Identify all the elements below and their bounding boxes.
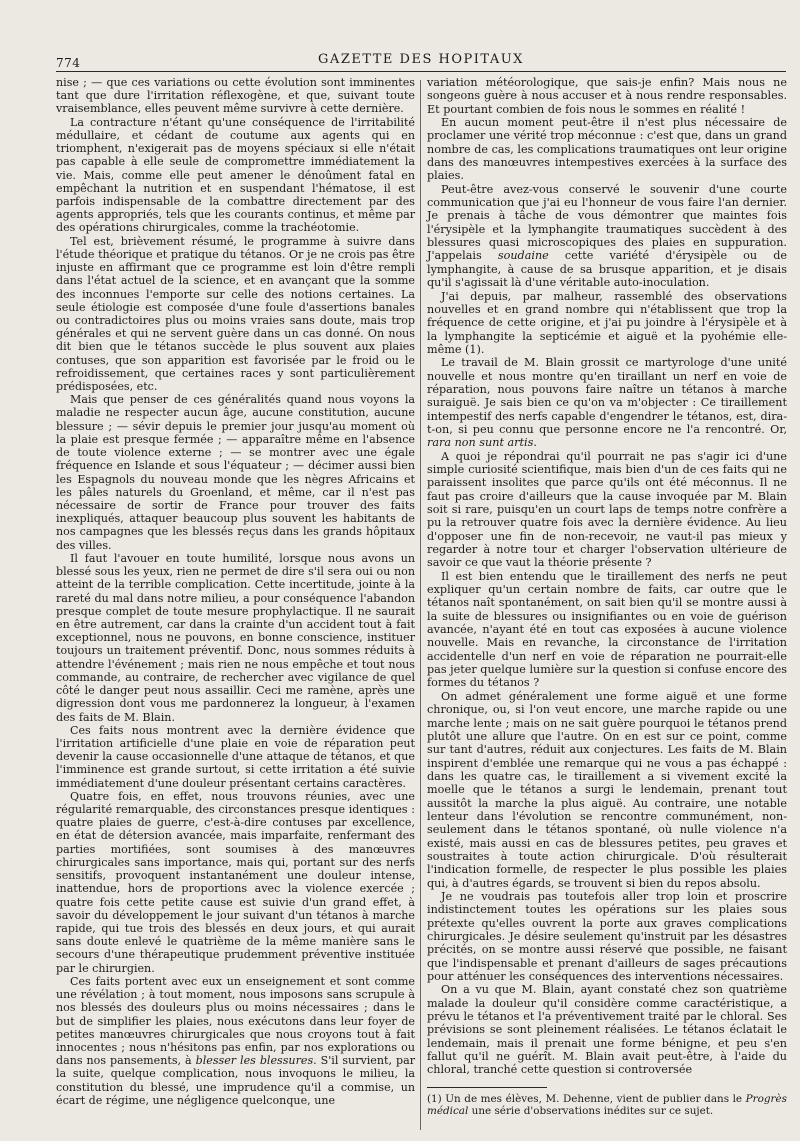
- paragraph-text: . S'il survient, par la suite, quelque complication, nous invoquons le milieu, la constitution du blessé, une imprudence qu'il a commise, un écart de régime, une négligence quelconque, une: [56, 1054, 415, 1107]
- paragraph-text: cette variété d'érysipèle ou de lymphangite, à cause de sa brusque apparition, et je disais qu'il s'agissait là d'une véritable auto-inoculation.: [427, 249, 787, 290]
- paragraph-text: Peut-être avez-vous conservé le souvenir d'une courte communication que j'ai eu l'honneur de vous faire l'an dernier. Je prenais à tâche de vous démontrer que maintes fois l'érysipèle et la lymphangite traumatiques succèdent à des blessures quasi microscopiques des plaies en suppuration. J'appelais: [427, 182, 787, 263]
- paragraph: Je ne voudrais pas toutefois aller trop loin et proscrire indistinctement toutes les opérations sur les plaies sous prétexte qu'elles ouvrent la porte aux graves complications chirurgicales. Je désire seulement qu'instruit par les désastres précités, on se montre aussi réservé que possible, ne faisant que l'indispensable et prenant d'ailleurs de sages précautions pour atténuer les conséquences des interventions nécessaires.: [427, 889, 787, 984]
- paragraph-text: .: [533, 436, 537, 450]
- italic-word: soudaine: [497, 249, 549, 263]
- footnote-rule: [427, 1087, 547, 1088]
- paragraph: Ces faits nous montrent avec la dernière évidence que l'irritation artificielle d'une plaie en voie de réparation peut devenir la cause occasionnelle d'une attaque de tétanos, et que l'imminence est grande surtout, si cette irritation a été suivie immédiatement d'une douleur présentant certains caractères.: [56, 723, 415, 790]
- paragraph: Il faut l'avouer en toute humilité, lorsque nous avons un blessé sous les yeux, rien ne permet de dire s'il sera oui ou non atteint de la terrible complication. Cette incertitude, jointe à la rareté du mal dans notre milieu, a pour conséquence l'abandon presque complet de toute mesure prophylactique. Il ne saurait en être autrement, car dans la crainte d'un accident tout à fait exceptionnel, nous ne pouvons, en bonne conscience, instituer toujours un traitement préventif. Donc, nous sommes réduits à attendre l'événement ; mais rien ne nous empêche et tout nous commande, au contraire, de rechercher avec vigilance de quel côté le danger peut nous assaillir. Ceci me ramène, après une digression dont vous me pardonnerez la longueur, à l'examen des faits de M. Blain.: [56, 551, 415, 724]
- footnote-text: (1) Un de mes élèves, M. Dehenne, vient de publier dans le: [427, 1092, 746, 1105]
- paragraph: Mais que penser de ces généralités quand nous voyons la maladie ne respecter aucun âge, aucune constitution, aucune blessure ; — sévir depuis le premier jour jusqu'au moment où la plaie est presque fermée ; — apparaître même en l'absence de toute violence externe ; — se montrer avec une égale fréquence en Islande et sous l'équateur ; — décimer aussi bien les Espagnols du nouveau monde que les nègres Africains et les pâles naturels du Groenland, et même, car il n'est pas nécessaire de sortir de France pour trouver des faits inexpliqués, attaquer beaucoup plus souvent les habitants de nos campagnes que les blessés reçus dans les grands hôpitaux des villes.: [56, 393, 415, 552]
- page-number: 774: [56, 56, 81, 70]
- italic-phrase: blesser les blessures: [195, 1054, 314, 1068]
- paragraph: variation météorologique, que sais-je enfin? Mais nous ne songeons guère à nous accuser et à nous rendre responsables. Et pourtant combien de fois nous le sommes en réalité !: [427, 76, 787, 116]
- left-column: [56, 76, 415, 1107]
- paragraph: Tel est, brièvement résumé, le programme à suivre dans l'étude théorique et pratique du tétanos. Or je ne crois pas être injuste en affirmant que ce programme est loin d'être rempli dans l'état actuel de la science, et en avançant que la somme des inconnues l'emporte sur celle des notions certaines. La seule étiologie est composée d'une foule d'assertions banales ou contradictoires plus ou moins vraies sans doute, mais trop générales et qui ne servent guère dans un cas donné. On nous dit bien que le tétanos succède le plus souvent aux plaies contuses, que son apparition est favorisée par le froid ou le refroidissement, que certaines races y sont particulièrement prédisposées, etc.: [56, 234, 415, 394]
- paragraph-text: Le travail de M. Blain grossit ce martyrologe d'une unité nouvelle et nous montre qu'en tiraillant un nerf en voie de réparation, nous pouvons faire naître un tétanos à marche suraiguë. Je sais bien ce qu'on va m'objecter : Ce tiraillement intempestif des nerfs capable d'engendrer le tétanos, est, dira-t-on, si peu connu que personne encore ne l'a rencontré. Or,: [427, 356, 787, 436]
- paragraph: Il est bien entendu que le tiraillement des nerfs ne peut expliquer qu'un certain nombre de faits, car outre que le tétanos naît spontanément, on sait bien qu'il se montre aussi à la suite de blessures ou insignifiantes ou en voie de guérison avancée, n'ayant été en tout cas exposées à aucune violence nouvelle. Mais en revanche, la circonstance de l'irritation accidentelle d'un nerf en voie de réparation ne pourrait-elle pas jeter quelque lumière sur la question si confuse encore des formes du tétanos ?: [427, 569, 787, 690]
- right-column: [427, 76, 787, 1118]
- paragraph: En aucun moment peut-être il n'est plus nécessaire de proclamer une vérité trop méconnue : c'est que, dans un grand nombre de cas, les complications traumatiques ont leur origine dans des manœuvres intempestives exercées à la surface des plaies.: [427, 116, 787, 183]
- footnote-journal: Progrès médical: [427, 1092, 787, 1118]
- paragraph: On admet généralement une forme aiguë et une forme chronique, ou, si l'on veut encore, une marche rapide ou une marche lente ; mais on ne sait guère pourquoi le tétanos prend plutôt une allure que l'autre. On en est sur ce point, comme sur tant d'autres, réduit aux conjectures. Les faits de M. Blain inspirent d'emblée une remarque qui ne vous a pas échappé : dans les quatre cas, le tiraillement a si vivement excité la moelle que le tétanos a surgi le lendemain, prenant tout aussitôt la marche la plus aiguë. Au contraire, une notable lenteur dans l'évolution se rencontre communément, non-seulement dans le tétanos spontané, où nulle violence n'a existé, mais aussi en cas de blessures petites, peu graves et soustraites à toute action chirurgicale. D'où résulterait l'indication formelle, de respecter le plus possible les plaies qui, à d'autres égards, se trouvent si bien du repos absolu.: [427, 689, 787, 890]
- footnote: [427, 1093, 787, 1118]
- latin-phrase: rara non sunt artis: [427, 436, 534, 450]
- paragraph: nise ; — que ces variations ou cette évolution sont imminentes tant que dure l'irritation réflexogène, et que, suivant toute vraisemblance, elles peuvent même survivre à cette dernière.: [56, 76, 415, 116]
- paragraph: [427, 356, 787, 449]
- paragraph: La contracture n'étant qu'une conséquence de l'irritabilité médullaire, et cédant de coutume aux agents qui en triomphent, n'exigerait pas de moyens spéciaux si elle n'était pas capable à elle seule de compromettre immédiatement la vie. Mais, comme elle peut amener le dénoûment fatal en empêchant la nutrition et en suspendant l'hématose, il est parfois indispensable de la combattre directement par des agents appropriés, tels que les courants continus, et même par des opérations chirurgicales, comme la trachéotomie.: [56, 115, 415, 235]
- journal-title: GAZETTE DES HOPITAUX: [318, 52, 524, 67]
- paragraph-text: Ces faits portent avec eux un enseignement et sont comme une révélation ; à tout moment, nous imposons sans scrupule à nos blessés des douleurs plus ou moins nécessaires ; dans le but de simplifier les plaies, nous exécutons dans leur foyer de petites manœuvres chirurgicales que nous croyons tout à fait innocentes ; nous n'hésitons pas enfin, par nos explorations ou dans nos pansements, à: [56, 974, 415, 1068]
- column-divider: [420, 80, 421, 1130]
- paragraph: A quoi je répondrai qu'il pourrait ne pas s'agir ici d'une simple curiosité scientifique, mais bien d'un de ces faits qui ne paraissent insolites que parce qu'ils ont été méconnus. Il ne faut pas croire d'ailleurs que la cause invoquée par M. Blain soit si rare, puisqu'en un court laps de temps notre confrère a pu la retrouver quatre fois avec la dernière évidence. Au lieu d'opposer une fin de non-recevoir, ne vaut-il pas mieux y regarder à notre tour et charger l'observation ultérieure de savoir ce que vaut la théorie présente ?: [427, 449, 787, 570]
- header-rule: [56, 71, 786, 72]
- footnote-text: une série d'observations inédites sur ce sujet.: [468, 1105, 714, 1118]
- paragraph: Quatre fois, en effet, nous trouvons réunies, avec une régularité remarquable, des circonstances presque identiques : quatre plaies de guerre, c'est-à-dire contuses par excellence, en état de détersion avancée, mais imparfaite, renfermant des parties mortifiées, sont soumises à des manœuvres chirurgicales sans importance, mais qui, portant sur des nerfs sensitifs, provoquent instantanément une douleur intense, inattendue, hors de proportions avec la violence exercée ; quatre fois cette petite cause est suivie d'un grand effet, à savoir du développement le jour suivant d'un tétanos à marche rapide, qui tue trois des blessés en deux jours, et qui aurait sans doute enlevé le quatrième de la même manière sans le secours d'une thérapeutique prudemment préventive instituée par le chirurgien.: [56, 789, 415, 975]
- paragraph: J'ai depuis, par malheur, rassemblé des observations nouvelles et en grand nombre qui n'établissent que trop la fréquence de cette origine, et j'ai pu joindre à l'érysipèle et à la lymphangite la septicémie et aiguë et la pyohémie elle-même (1).: [427, 289, 787, 356]
- page-header: [56, 44, 786, 72]
- paragraph: [56, 975, 415, 1107]
- paragraph: On a vu que M. Blain, ayant constaté chez son quatrième malade la douleur qu'il considère comme caractéristique, a prévu le tétanos et l'a préventivement traité par le chloral. Ses prévisions se sont pleinement réalisées. Le tétanos éclatait le lendemain, mais il prenait une forme bénigne, et peu s'en fallut qu'il ne guérît. M. Blain avait peut-être, à l'aide du chloral, tranché cette question si controversée: [427, 983, 787, 1077]
- paragraph: [427, 183, 787, 290]
